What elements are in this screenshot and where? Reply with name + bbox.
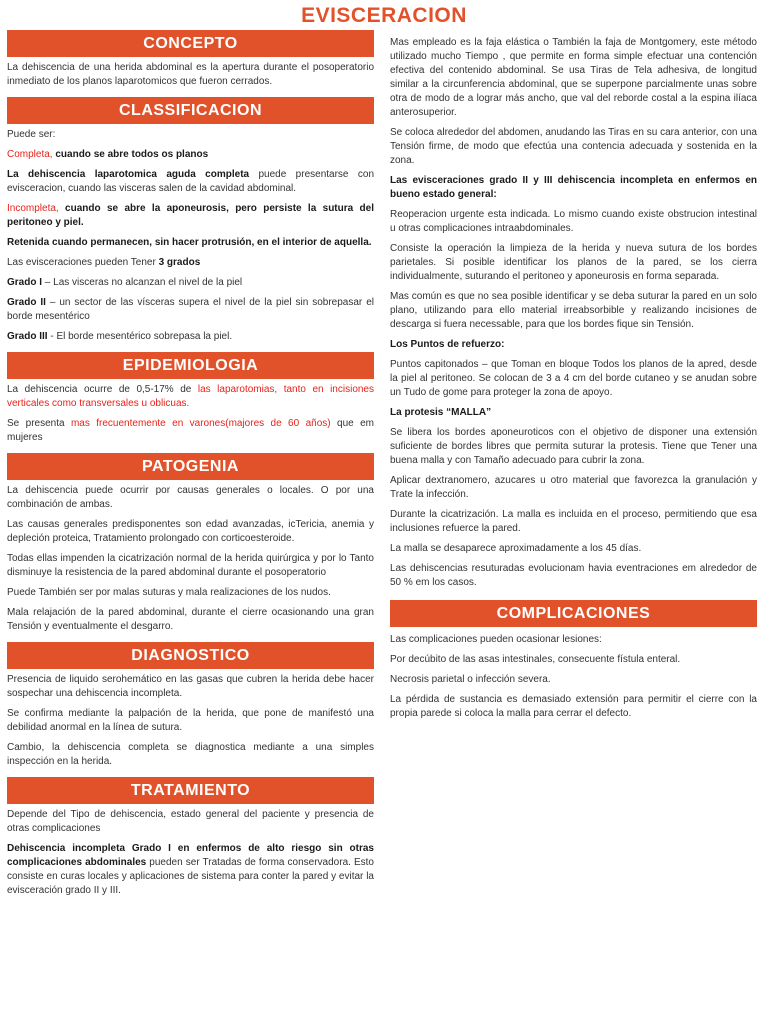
grado-2-label: Grado II <box>7 297 46 308</box>
clasificacion-aguda <box>7 168 374 196</box>
section-heading-epidemiologia: EPIDEMIOLOGIA <box>7 352 374 379</box>
clasificacion-intro: Puede ser: <box>7 129 56 140</box>
right-p3: Reoperacion urgente esta indicada. Lo mismo cuando existe obstrucion intestinal u otras complicaciones intraabdominales. <box>390 209 757 234</box>
clasificacion-grados <box>7 256 374 270</box>
diagnostico-p3: Cambio, la dehiscencia completa se diagnostica mediante a una simples inspección en la herida. <box>7 742 374 767</box>
patogenia-p1: La dehiscencia puede ocurrir por causas generales o locales. O por una combinación de ambas. <box>7 485 374 510</box>
grados-bold: 3 grados <box>158 257 201 268</box>
section-heading-complicaciones: COMPLICACIONES <box>390 600 757 627</box>
right-heading-grado-ii-iii: Las evisceraciones grado II y III dehiscencia incompleta en enfermos en bueno estado general: <box>390 175 757 200</box>
tratamiento-p1: Depende del Tipo de dehiscencia, estado general del paciente y presencia de otras complicaciones <box>7 809 374 834</box>
section-heading-diagnostico: DIAGNOSTICO <box>7 642 374 669</box>
section-heading-concepto: CONCEPTO <box>7 30 374 57</box>
clasificacion-retenida: Retenida cuando permanecen, sin hacer protrusión, en el interior de aquella. <box>7 237 372 248</box>
concepto-text: La dehiscencia de una herida abdominal es la apertura durante el posoperatorio inmediato de los planos laparotomicos que fueron cerrados. <box>7 62 374 87</box>
complicaciones-p1: Las complicaciones pueden ocasionar lesiones: <box>390 634 602 645</box>
aguda-bold: La dehiscencia laparotomica aguda completa <box>7 169 250 180</box>
aguda-text: puede presentarse con evisceracion, cuando las visceras salen de la cavidad abdominal. <box>7 169 375 194</box>
epi-p1-a: La dehiscencia ocurre de 0,5-17% de <box>7 384 198 395</box>
tratamiento-p2-text: pueden ser Tratadas de forma conservadora. Esto consiste en curas locales y aplicaciones de sistema para conter la pared y evitar la evisceración grado II y III. <box>7 857 374 896</box>
epi-p1-red: las laparotomias, tanto en incisiones verticales como transversales u oblicuas. <box>7 384 374 409</box>
right-column <box>390 36 757 727</box>
completa-label: Completa, <box>7 149 53 160</box>
right-p1: Mas empleado es la faja elástica o También la faja de Montgomery, este método utilizado mucho Tiempo , que permite en forma simple efectuar una contención efectiva del contenido abdominal. Se usa Tiras de Tela adhesiva, de longitud similar a la circunferencia abdominal, que se superpone parcialmente unas sobre otra de modo de a lograr más ancho, que val del reborde costal a la espina ilíaca anterosuperior. <box>390 37 757 118</box>
section-heading-tratamiento: TRATAMIENTO <box>7 777 374 804</box>
epidemiologia-p1 <box>7 383 374 411</box>
section-heading-clasificacion: CLASSIFICACION <box>7 97 374 124</box>
patogenia-p2: Las causas generales predisponentes son edad avanzadas, icTericia, anemia y depleción proteica, Tratamiento prolongado con corticoesteroide. <box>7 519 374 544</box>
grado-3 <box>7 330 374 344</box>
epi-p2-b: que em mujeres <box>7 418 374 443</box>
complicaciones-p3: Necrosis parietal o infección severa. <box>390 674 551 685</box>
right-p10: La malla se desaparece aproximadamente a los 45 días. <box>390 543 642 554</box>
right-p4: Consiste la operación la limpieza de la herida y nueva sutura de los bordes parietales. Si posible identificar los planos de la pared, se los cierra individualmente, suturando el peritoneo y aponeurosis en forma separada. <box>390 243 757 282</box>
right-p5: Mas común es que no sea posible identificar y se deba suturar la pared en un solo plano, utilizando para ello material irreabsorbible y realizando incisiones de descarga si fuera necessable, para que los bordes fique sin Tensión. <box>390 291 757 330</box>
grado-2 <box>7 296 374 324</box>
completa-text: cuando se abre todos os planos <box>52 149 209 160</box>
incompleta-text: cuando se abre la aponeurosis, pero persiste la sutura del peritoneo y piel. <box>7 203 374 228</box>
patogenia-p3: Todas ellas impenden la cicatrización normal de la herida quirúrgica y por lo Tanto disminuye la resistencia de la pared abdominal durante el posoperatorio <box>7 553 374 578</box>
grado-1-label: Grado I <box>7 277 43 288</box>
clasificacion-completa <box>7 148 374 162</box>
incompleta-label: Incompleta, <box>7 203 59 214</box>
section-heading-patogenia: PATOGENIA <box>7 453 374 480</box>
grado-3-label: Grado III <box>7 331 48 342</box>
diagnostico-p1: Presencia de liquido serohemático en las gasas que cubren la herida debe hacer sospechar una dehiscencia incompleta. <box>7 674 374 699</box>
diagnostico-p2: Se confirma mediante la palpación de la herida, que pone de manifestó una debilidad anormal en la línea de sutura. <box>7 708 374 733</box>
right-heading-puntos: Los Puntos de refuerzo: <box>390 339 505 350</box>
epi-p2-red: mas frecuentemente en varones(majores de 60 años) <box>70 418 331 429</box>
tratamiento-p2 <box>7 842 374 898</box>
complicaciones-p4: La pérdida de sustancia es demasiado extensión para permitir el cierre con la propia parede si coloca la malla para cerrar el defecto. <box>390 694 757 719</box>
patogenia-p4: Puede También ser por malas suturas y mala realizaciones de los nudos. <box>7 587 331 598</box>
grado-2-text: – un sector de las vísceras supera el nivel de la piel sin sobrepasar el borde mesentérico <box>7 297 374 322</box>
tratamiento-p2-bold: Dehiscencia incompleta Grado I en enfermos de alto riesgo sin otras complicaciones abdominales <box>7 843 374 868</box>
right-p9: Durante la cicatrización. La malla es incluida en el proceso, permitiendo que esa inclusiones refuerce la pared. <box>390 509 757 534</box>
page-title: EVISCERACION <box>301 4 467 27</box>
grado-3-text: - El borde mesentérico sobrepasa la piel. <box>47 331 233 342</box>
patogenia-p5: Mala relajación de la pared abdominal, durante el cierre ocasionando una gran Tensión y eventualmente el desgarro. <box>7 607 374 632</box>
right-heading-malla: La protesis “MALLA” <box>390 407 492 418</box>
right-p6: Puntos capitonados – que Toman en bloque Todos los planos de la apred, desde la piel al peritoneo. Se colocan de 3 a 4 cm del borde cutaneo y se anudan sobre un Tudo de gome para proteger la zona de apoyo. <box>390 359 757 398</box>
right-p7: Se libera los bordes aponeuroticos con el objetivo de disponer una extensión suficiente de bordes libres que permita suturar la protesis. Tiene que Tener una buena malla y con Tamaño adecuado para cubrir la zona. <box>390 427 757 466</box>
grado-1 <box>7 276 374 290</box>
right-p11: Las dehiscencias resuturadas evolucionam havia eventraciones em alrededor de 50 % em los casos. <box>390 563 757 588</box>
epidemiologia-p2 <box>7 417 374 445</box>
right-p8: Aplicar dextranomero, azucares u otro material que favorezca la granulación y Trate la infección. <box>390 475 757 500</box>
complicaciones-p2: Por decúbito de las asas intestinales, consecuente fístula enteral. <box>390 654 681 665</box>
grado-1-text: – Las visceras no alcanzan el nivel de la piel <box>42 277 243 288</box>
right-p2: Se coloca alrededor del abdomen, anudando las Tiras en su cara anterior, con una Tensión firme, de modo que efectúa una contencia adecuada y sostenida en la zona. <box>390 127 757 166</box>
epi-p2-a: Se presenta <box>7 418 71 429</box>
clasificacion-incompleta <box>7 202 374 230</box>
left-column <box>7 30 374 904</box>
grados-text: Las evisceraciones pueden Tener <box>7 257 159 268</box>
